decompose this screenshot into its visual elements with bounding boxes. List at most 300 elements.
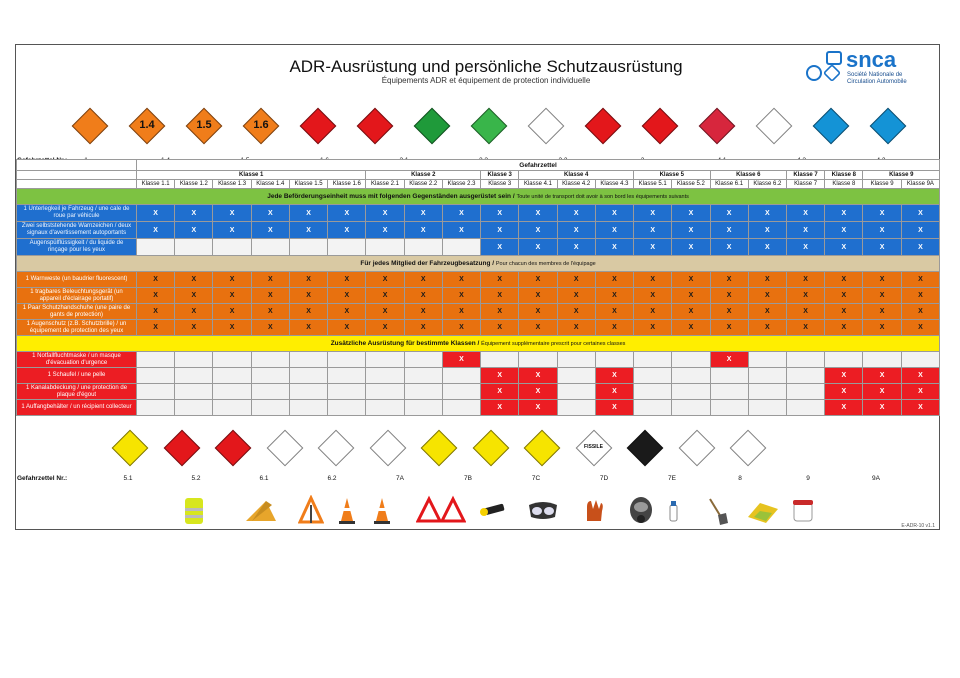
- subclass-17: Klasse 6.2: [748, 180, 786, 189]
- crew-equipment-row-1: [17, 272, 940, 288]
- additional-equipment-cell: X: [595, 384, 633, 400]
- top-hazard-diamond-12: [699, 108, 736, 145]
- vehicle-equipment-cell: [442, 239, 480, 256]
- additional-equipment-cell: X: [519, 400, 557, 416]
- vehicle-equipment-cell: X: [672, 239, 710, 256]
- subclass-2: Klasse 1.2: [175, 180, 213, 189]
- vehicle-equipment-cell: X: [481, 222, 519, 239]
- cone-icon: [338, 495, 356, 530]
- vehicle-equipment-cell: [137, 239, 175, 256]
- gloves-icon: [581, 495, 607, 530]
- subclass-10: Klasse 3: [481, 180, 519, 189]
- bottom-label-number-2: 5.2: [191, 475, 201, 482]
- vehicle-equipment-label-2: Zwei selbststehende Warnzeichen / deux signaux d'avertissement autoportants: [17, 222, 137, 239]
- subclass-21: Klasse 9A: [901, 180, 939, 189]
- crew-equipment-cell: X: [481, 304, 519, 320]
- crew-equipment-cell: X: [519, 320, 557, 336]
- additional-equipment-label-2: 1 Schaufel / une pelle: [17, 368, 137, 384]
- bottom-hazard-diamond-text-10: FISSILE: [584, 444, 603, 450]
- additional-equipment-cell: X: [595, 368, 633, 384]
- vehicle-equipment-cell: X: [557, 205, 595, 222]
- additional-equipment-cell: X: [481, 384, 519, 400]
- additional-equipment-row-4: [17, 400, 940, 416]
- crew-equipment-cell: X: [557, 288, 595, 304]
- subclass-4: Klasse 1.4: [251, 180, 289, 189]
- vehicle-equipment-cell: X: [366, 222, 404, 239]
- bottom-hazard-diamond-12: [678, 430, 715, 467]
- top-hazard-diamond-13: [756, 108, 793, 145]
- crew-equipment-cell: X: [672, 304, 710, 320]
- crew-equipment-cell: X: [710, 320, 748, 336]
- vehicle-equipment-cell: X: [786, 222, 824, 239]
- class-group-6: Klasse 6: [710, 171, 786, 180]
- additional-equipment-label-4: 1 Auffangbehälter / un récipient collecteur: [17, 400, 137, 416]
- vehicle-equipment-cell: X: [366, 205, 404, 222]
- crew-equipment-cell: X: [595, 304, 633, 320]
- additional-equipment-cell: [404, 384, 442, 400]
- crew-equipment-cell: X: [481, 288, 519, 304]
- additional-equipment-cell: [786, 384, 824, 400]
- bottom-label-number-5: 7A: [396, 475, 404, 482]
- bottom-hazard-diamond-5: [318, 430, 355, 467]
- additional-equipment-cell: [557, 400, 595, 416]
- vehicle-equipment-cell: X: [595, 205, 633, 222]
- vehicle-equipment-cell: X: [901, 222, 939, 239]
- additional-equipment-cell: [481, 352, 519, 368]
- crew-equipment-cell: X: [175, 320, 213, 336]
- vehicle-equipment-cell: X: [710, 205, 748, 222]
- subclass-5: Klasse 1.5: [289, 180, 327, 189]
- additional-equipment-cell: [366, 400, 404, 416]
- escape-mask-icon: [626, 495, 656, 532]
- additional-equipment-cell: [289, 368, 327, 384]
- crew-equipment-row-4: [17, 320, 940, 336]
- subclass-15: Klasse 5.2: [672, 180, 710, 189]
- vehicle-equipment-cell: X: [825, 222, 863, 239]
- crew-equipment-label-2: 1 tragbares Beleuchtungsgerät (un appareil d'éclairage portatif): [17, 288, 137, 304]
- additional-equipment-cell: [557, 352, 595, 368]
- crew-equipment-cell: X: [557, 272, 595, 288]
- version-code: E-ADR-10 v1.1: [901, 523, 935, 529]
- bottom-hazard-diamond-11: [627, 430, 664, 467]
- additional-equipment-cell: [213, 384, 251, 400]
- additional-equipment-cell: [710, 368, 748, 384]
- additional-equipment-cell: X: [825, 400, 863, 416]
- additional-equipment-cell: [366, 368, 404, 384]
- crew-equipment-cell: X: [786, 272, 824, 288]
- crew-equipment-cell: X: [442, 320, 480, 336]
- additional-equipment-cell: X: [481, 368, 519, 384]
- additional-equipment-cell: [213, 368, 251, 384]
- crew-equipment-cell: X: [251, 320, 289, 336]
- vehicle-equipment-cell: X: [748, 239, 786, 256]
- crew-equipment-cell: X: [366, 320, 404, 336]
- gefahrzettel-header: Gefahrzettel: [137, 160, 940, 171]
- vehicle-equipment-cell: X: [825, 205, 863, 222]
- adr-sheet: [15, 44, 940, 530]
- subclass-7: Klasse 2.1: [366, 180, 404, 189]
- class-group-8: Klasse 8: [825, 171, 863, 180]
- collecting-container-icon: [788, 495, 818, 530]
- top-hazard-diamond-1: [72, 108, 109, 145]
- additional-equipment-cell: [175, 352, 213, 368]
- crew-equipment-cell: X: [404, 304, 442, 320]
- class-group-4: Klasse 4: [519, 171, 634, 180]
- crew-equipment-cell: X: [595, 288, 633, 304]
- bottom-label-number-8: 7D: [599, 475, 609, 482]
- top-hazard-diamond-14: [813, 108, 850, 145]
- crew-equipment-cell: X: [213, 320, 251, 336]
- crew-equipment-cell: X: [786, 320, 824, 336]
- vehicle-equipment-row-2: [17, 222, 940, 239]
- vehicle-equipment-cell: [328, 239, 366, 256]
- subclass-13: Klasse 4.3: [595, 180, 633, 189]
- page-subtitle: Équipements ADR et équipement de protection individuelle: [381, 76, 591, 85]
- vehicle-equipment-cell: X: [710, 239, 748, 256]
- additional-equipment-cell: [404, 400, 442, 416]
- section-crew-fr: Pour chacun des membres de l'équipage: [495, 261, 596, 267]
- vehicle-equipment-cell: X: [289, 222, 327, 239]
- crew-equipment-cell: X: [863, 304, 901, 320]
- section-vehicle: Jede Beförderungseinheit muss mit folgenden Gegenständen ausgerüstet sein / Toute unité de transport doit avoir à son bord les équipements suivants: [17, 189, 940, 205]
- section-additional: Zusätzliche Ausrüstung für bestimmte Klassen / Équipement supplémentaire prescrit pour certaines classes: [17, 336, 940, 352]
- crew-equipment-cell: X: [786, 288, 824, 304]
- class-group-1: Klasse 1: [137, 171, 366, 180]
- vehicle-equipment-row-1: [17, 205, 940, 222]
- subclass-14: Klasse 5.1: [634, 180, 672, 189]
- crew-equipment-cell: X: [901, 288, 939, 304]
- additional-equipment-cell: [137, 384, 175, 400]
- vehicle-equipment-cell: X: [175, 222, 213, 239]
- bottom-label-numbers: [16, 475, 939, 485]
- crew-equipment-cell: X: [328, 304, 366, 320]
- bottom-label-number-9: 7E: [668, 475, 676, 482]
- crew-equipment-cell: X: [251, 304, 289, 320]
- additional-equipment-cell: [251, 384, 289, 400]
- gefahrzettel-row: [17, 160, 940, 171]
- crew-equipment-cell: X: [175, 288, 213, 304]
- flashlight-icon: [478, 495, 508, 530]
- section-crew-de: Für jedes Mitglied der Fahrzeugbesatzung: [360, 260, 491, 267]
- crew-equipment-cell: X: [634, 288, 672, 304]
- logo-gear-icon: [823, 64, 841, 82]
- crew-equipment-cell: X: [519, 304, 557, 320]
- crew-equipment-cell: X: [863, 288, 901, 304]
- crew-equipment-cell: X: [672, 320, 710, 336]
- additional-equipment-cell: X: [710, 352, 748, 368]
- additional-equipment-cell: [710, 400, 748, 416]
- additional-equipment-cell: X: [863, 400, 901, 416]
- additional-equipment-cell: [442, 368, 480, 384]
- additional-equipment-cell: [710, 384, 748, 400]
- additional-equipment-cell: [366, 384, 404, 400]
- warning-sign-icon: [298, 495, 324, 530]
- crew-equipment-cell: X: [748, 288, 786, 304]
- additional-equipment-cell: [672, 352, 710, 368]
- class-group-9: Klasse 9: [863, 171, 940, 180]
- crew-equipment-cell: X: [289, 304, 327, 320]
- additional-equipment-cell: [748, 384, 786, 400]
- vehicle-equipment-cell: X: [748, 205, 786, 222]
- goggles-icon: [526, 495, 560, 530]
- vehicle-equipment-cell: X: [863, 205, 901, 222]
- additional-equipment-cell: [672, 400, 710, 416]
- bottom-label-number-7: 7C: [531, 475, 541, 482]
- additional-equipment-label-3: 1 Kanalabdeckung / une protection de plaque d'égout: [17, 384, 137, 400]
- subclass-12: Klasse 4.2: [557, 180, 595, 189]
- wheel-chock-icon: [244, 495, 278, 530]
- additional-equipment-cell: X: [595, 400, 633, 416]
- bottom-hazard-diamond-13: [730, 430, 767, 467]
- crew-equipment-cell: X: [366, 272, 404, 288]
- additional-equipment-cell: X: [901, 368, 939, 384]
- subclass-11: Klasse 4.1: [519, 180, 557, 189]
- bottom-hazard-diamond-1: [112, 430, 149, 467]
- top-hazard-diamond-7: [414, 108, 451, 145]
- additional-equipment-cell: [595, 352, 633, 368]
- bottom-label-head: Gefahrzettel Nr.:: [17, 475, 68, 482]
- bottom-label-number-4: 6.2: [327, 475, 337, 482]
- vehicle-equipment-cell: X: [595, 222, 633, 239]
- crew-equipment-cell: X: [213, 272, 251, 288]
- vehicle-equipment-cell: X: [786, 205, 824, 222]
- vehicle-equipment-row-3: [17, 239, 940, 256]
- additional-equipment-cell: [251, 368, 289, 384]
- vehicle-equipment-cell: X: [213, 205, 251, 222]
- additional-equipment-cell: [863, 352, 901, 368]
- vehicle-equipment-cell: X: [251, 205, 289, 222]
- additional-equipment-cell: X: [519, 384, 557, 400]
- crew-equipment-cell: X: [175, 272, 213, 288]
- additional-equipment-cell: [213, 400, 251, 416]
- additional-equipment-cell: [137, 400, 175, 416]
- bottom-hazard-diamond-9: [524, 430, 561, 467]
- crew-equipment-cell: X: [366, 304, 404, 320]
- top-hazard-diamond-6: [357, 108, 394, 145]
- additional-equipment-cell: X: [863, 384, 901, 400]
- additional-equipment-cell: [557, 368, 595, 384]
- bottom-label-number-10: 8: [738, 475, 742, 482]
- vehicle-equipment-cell: X: [481, 205, 519, 222]
- crew-equipment-cell: X: [863, 272, 901, 288]
- bottom-hazard-diamond-3: [215, 430, 252, 467]
- additional-equipment-cell: [404, 368, 442, 384]
- vehicle-equipment-cell: X: [519, 222, 557, 239]
- additional-equipment-cell: X: [901, 384, 939, 400]
- vehicle-equipment-cell: X: [901, 205, 939, 222]
- logo-wheel-icon: [806, 65, 822, 81]
- additional-equipment-cell: [672, 368, 710, 384]
- subclass-1: Klasse 1.1: [137, 180, 175, 189]
- crew-equipment-label-1: 1 Warnweste (un baudrier fluorescent): [17, 272, 137, 288]
- equipment-matrix: [16, 159, 940, 416]
- additional-equipment-cell: [175, 368, 213, 384]
- crew-equipment-cell: X: [901, 272, 939, 288]
- vehicle-equipment-cell: X: [595, 239, 633, 256]
- crew-equipment-cell: X: [175, 304, 213, 320]
- vehicle-equipment-cell: X: [672, 222, 710, 239]
- vehicle-equipment-label-3: Augenspülflüssigkeit / du liquide de rinçage pour les yeux: [17, 239, 137, 256]
- crew-equipment-cell: X: [557, 304, 595, 320]
- crew-equipment-cell: X: [672, 272, 710, 288]
- vehicle-equipment-cell: X: [213, 222, 251, 239]
- crew-equipment-cell: X: [634, 304, 672, 320]
- top-hazard-diamond-text-2: 1.4: [139, 119, 155, 131]
- additional-equipment-cell: [442, 400, 480, 416]
- additional-equipment-label-1: 1 Notfallfluchtmaske / un masque d'évacuation d'urgence: [17, 352, 137, 368]
- crew-equipment-cell: X: [137, 272, 175, 288]
- vehicle-equipment-cell: X: [481, 239, 519, 256]
- section-crew: Für jedes Mitglied der Fahrzeugbesatzung / Pour chacun des membres de l'équipage: [17, 256, 940, 272]
- additional-equipment-cell: [137, 352, 175, 368]
- logo-line1: Société Nationale de: [847, 72, 903, 78]
- logo-line2: Circulation Automobile: [847, 79, 907, 85]
- logo-car-icon: [826, 51, 842, 65]
- warning-triangles-icon: [416, 495, 466, 530]
- additional-equipment-cell: [634, 352, 672, 368]
- crew-equipment-cell: X: [289, 272, 327, 288]
- subclass-8: Klasse 2.2: [404, 180, 442, 189]
- vehicle-equipment-cell: [175, 239, 213, 256]
- bottom-hazard-diamond-4: [266, 430, 303, 467]
- class-group-row: [17, 171, 940, 180]
- crew-equipment-cell: X: [825, 304, 863, 320]
- crew-equipment-cell: X: [251, 272, 289, 288]
- page-title: ADR-Ausrüstung und persönliche Schutzausrüstung: [289, 57, 683, 76]
- additional-equipment-cell: [137, 368, 175, 384]
- additional-equipment-cell: [786, 400, 824, 416]
- additional-equipment-cell: X: [442, 352, 480, 368]
- vehicle-equipment-cell: X: [137, 205, 175, 222]
- crew-equipment-cell: X: [481, 272, 519, 288]
- additional-equipment-cell: [251, 352, 289, 368]
- vehicle-equipment-cell: X: [557, 222, 595, 239]
- crew-equipment-cell: X: [328, 320, 366, 336]
- vehicle-equipment-label-1: 1 Unterlegkeil je Fahrzeug / une cale de roue par véhicule: [17, 205, 137, 222]
- crew-equipment-cell: X: [366, 288, 404, 304]
- crew-equipment-cell: X: [481, 320, 519, 336]
- bottom-label-number-3: 6.1: [259, 475, 269, 482]
- additional-equipment-cell: [251, 400, 289, 416]
- vehicle-equipment-cell: X: [442, 205, 480, 222]
- class-group-3: Klasse 3: [481, 171, 519, 180]
- vehicle-equipment-cell: X: [328, 222, 366, 239]
- crew-equipment-cell: X: [901, 304, 939, 320]
- crew-equipment-cell: X: [404, 320, 442, 336]
- additional-equipment-cell: [289, 352, 327, 368]
- crew-equipment-cell: X: [137, 304, 175, 320]
- top-hazard-diamond-9: [528, 108, 565, 145]
- crew-equipment-cell: X: [289, 288, 327, 304]
- additional-equipment-cell: [328, 384, 366, 400]
- class-group-5: Klasse 5: [634, 171, 710, 180]
- logo-wordmark: snca: [846, 47, 897, 72]
- subclass-6: Klasse 1.6: [328, 180, 366, 189]
- vehicle-equipment-cell: X: [672, 205, 710, 222]
- drain-cover-icon: [746, 495, 780, 530]
- top-hazard-diamond-text-4: 1.6: [253, 119, 269, 131]
- crew-equipment-cell: X: [748, 320, 786, 336]
- bottom-hazard-diamond-6: [369, 430, 406, 467]
- vehicle-equipment-cell: X: [175, 205, 213, 222]
- crew-equipment-cell: X: [328, 272, 366, 288]
- crew-equipment-cell: X: [289, 320, 327, 336]
- additional-equipment-cell: [175, 384, 213, 400]
- vehicle-equipment-cell: X: [863, 239, 901, 256]
- crew-equipment-cell: X: [710, 288, 748, 304]
- bottom-label-number-1: 5.1: [123, 475, 133, 482]
- crew-equipment-cell: X: [595, 320, 633, 336]
- crew-equipment-cell: X: [519, 288, 557, 304]
- subclass-20: Klasse 9: [863, 180, 901, 189]
- section-additional-de: Zusätzliche Ausrüstung für bestimmte Klassen: [330, 340, 476, 347]
- additional-equipment-cell: [634, 368, 672, 384]
- additional-equipment-cell: [748, 400, 786, 416]
- crew-equipment-cell: X: [710, 272, 748, 288]
- vehicle-equipment-cell: X: [328, 205, 366, 222]
- vehicle-equipment-cell: X: [442, 222, 480, 239]
- vehicle-equipment-cell: X: [786, 239, 824, 256]
- vehicle-equipment-cell: [404, 239, 442, 256]
- vehicle-equipment-cell: X: [634, 239, 672, 256]
- subclass-9: Klasse 2.3: [442, 180, 480, 189]
- crew-equipment-cell: X: [442, 288, 480, 304]
- additional-equipment-cell: X: [825, 384, 863, 400]
- crew-equipment-cell: X: [825, 288, 863, 304]
- eyewash-bottle-icon: [666, 495, 680, 530]
- additional-equipment-cell: [634, 384, 672, 400]
- bottom-label-number-6: 7B: [464, 475, 472, 482]
- additional-equipment-cell: [519, 352, 557, 368]
- crew-equipment-cell: X: [137, 288, 175, 304]
- crew-equipment-cell: X: [137, 320, 175, 336]
- vehicle-equipment-cell: [213, 239, 251, 256]
- subclass-16: Klasse 6.1: [710, 180, 748, 189]
- subclass-3: Klasse 1.3: [213, 180, 251, 189]
- additional-equipment-cell: [786, 368, 824, 384]
- vehicle-equipment-cell: X: [557, 239, 595, 256]
- vehicle-equipment-cell: X: [710, 222, 748, 239]
- vehicle-equipment-cell: X: [519, 239, 557, 256]
- crew-equipment-cell: X: [901, 320, 939, 336]
- vest-icon: [179, 495, 209, 530]
- crew-equipment-label-3: 1 Paar Schutzhandschuhe (une paire de gants de protection): [17, 304, 137, 320]
- crew-equipment-cell: X: [213, 288, 251, 304]
- additional-equipment-cell: [825, 352, 863, 368]
- class-group-7: Klasse 7: [786, 171, 824, 180]
- vehicle-equipment-cell: X: [748, 222, 786, 239]
- additional-equipment-cell: [213, 352, 251, 368]
- additional-equipment-cell: [328, 352, 366, 368]
- additional-equipment-cell: [328, 400, 366, 416]
- additional-equipment-cell: [786, 352, 824, 368]
- top-hazard-diamond-5: [300, 108, 337, 145]
- crew-equipment-cell: X: [442, 304, 480, 320]
- equipment-pictograms: [16, 489, 939, 529]
- crew-equipment-cell: X: [595, 272, 633, 288]
- vehicle-equipment-cell: X: [251, 222, 289, 239]
- section-vehicle-de: Jede Beförderungseinheit muss mit folgenden Gegenständen ausgerüstet sein: [267, 193, 512, 200]
- additional-equipment-cell: X: [901, 400, 939, 416]
- crew-equipment-cell: X: [710, 304, 748, 320]
- crew-equipment-cell: X: [634, 272, 672, 288]
- additional-equipment-row-3: [17, 384, 940, 400]
- additional-equipment-row-2: [17, 368, 940, 384]
- vehicle-equipment-cell: X: [634, 222, 672, 239]
- vehicle-equipment-cell: X: [825, 239, 863, 256]
- vehicle-equipment-cell: [366, 239, 404, 256]
- crew-equipment-cell: X: [213, 304, 251, 320]
